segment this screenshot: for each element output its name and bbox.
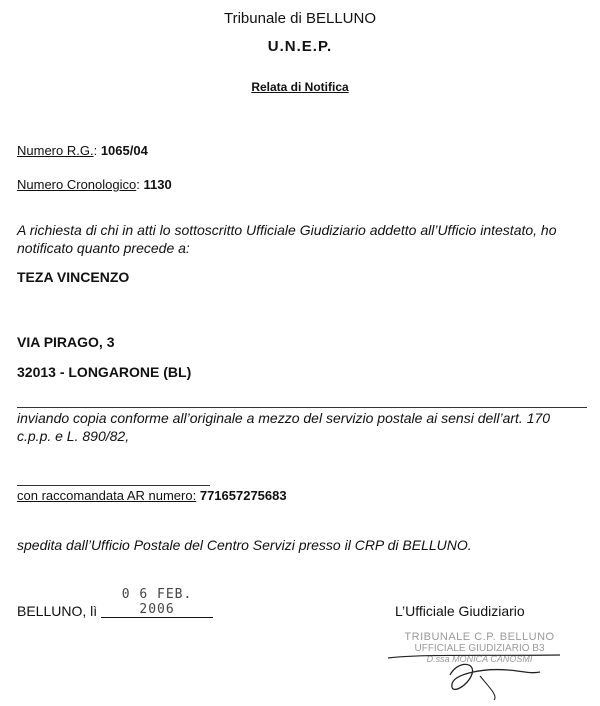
intro-paragraph: A richiesta di chi in atti lo sottoscritto Ufficiale Giudiziario addetto all’Ufficio intestato, ho notificato quanto precede a: (17, 222, 557, 256)
stamp-line-court: TRIBUNALE C.P. BELLUNO (404, 631, 555, 643)
chronological-number-row (17, 177, 172, 192)
registered-mail-divider (17, 485, 210, 486)
official-role: L’Ufficiale Giudiziario (395, 603, 525, 619)
rg-label: Numero R.G. (17, 143, 94, 158)
chronological-label: Numero Cronologico (17, 177, 137, 192)
registered-mail-number: 771657275683 (199, 488, 287, 503)
recipient-street: VIA PIRAGO, 3 (17, 334, 115, 350)
recipient-city: 32013 - LONGARONE (BL) (17, 364, 192, 380)
handwritten-signature (380, 640, 580, 702)
document-title: Relata di Notifica (251, 80, 349, 94)
office-name: U.N.E.P. (267, 38, 333, 55)
registered-mail-label: con raccomandata AR numero: (17, 488, 197, 503)
rg-number-row (17, 143, 148, 158)
court-name: Tribunale di BELLUNO (223, 10, 376, 27)
date-stamp: 0 6 FEB. 2006 (101, 587, 213, 618)
chronological-separator: : (136, 177, 140, 192)
stamp-line-office: UFFICIALE GIUDIZIARIO B3 (414, 643, 545, 654)
rg-separator: : (93, 143, 98, 158)
place-date-row (17, 587, 213, 621)
sending-paragraph: inviando copia conforme all’originale a mezzo del servizio postale ai sensi dell’art. 170 c.p.p. e L. 890/82, (17, 410, 551, 444)
divider (17, 407, 587, 408)
dispatch-paragraph: spedita dall’Ufficio Postale del Centro Servizi presso il CRP di BELLUNO. (17, 537, 472, 553)
rg-value: 1065/04 (100, 143, 148, 158)
chronological-value: 1130 (143, 177, 172, 192)
place-label: BELLUNO, lì (17, 603, 98, 619)
recipient-name: TEZA VINCENZO (17, 269, 130, 285)
stamp-line-name: D.ssa MONICA CANOSMI (426, 654, 533, 664)
registered-mail-row (17, 488, 287, 503)
